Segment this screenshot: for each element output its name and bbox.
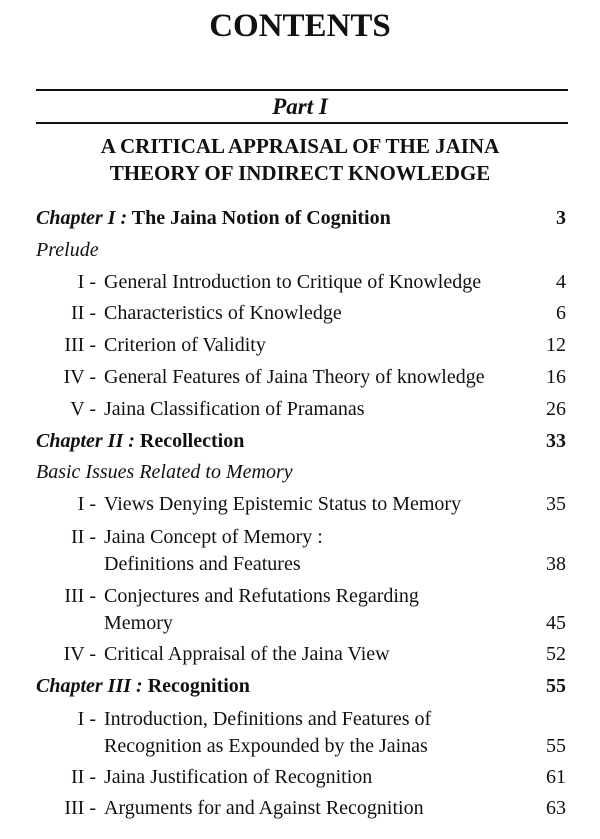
- part-label: Part I: [272, 94, 328, 119]
- chapter-subtitle: [36, 235, 566, 267]
- section-title-line: Views Denying Epistemic Status to Memory: [104, 493, 462, 516]
- section-title-line: Jaina Classification of Pramanas: [104, 397, 365, 420]
- part-heading: [0, 133, 600, 187]
- page-number: 4: [556, 270, 566, 293]
- section-title: [104, 703, 542, 762]
- section-title-line: Characteristics of Knowledge: [104, 302, 342, 325]
- chapter-label: Chapter III :: [36, 674, 143, 697]
- section-entry[interactable]: [36, 639, 566, 671]
- section-number: I -: [77, 707, 96, 730]
- divider-bottom: [36, 122, 568, 124]
- chapter-entry[interactable]: [36, 203, 566, 235]
- chapter-entry[interactable]: [36, 671, 566, 703]
- chapter-heading: [36, 426, 542, 458]
- section-title: [104, 489, 542, 521]
- page-number: 35: [546, 493, 566, 516]
- section-entry[interactable]: [36, 580, 566, 639]
- page-number: 26: [546, 397, 566, 420]
- section-number: V -: [70, 397, 96, 420]
- section-number: II -: [71, 302, 96, 325]
- subtitle-text: Prelude: [36, 238, 99, 261]
- page-number: 61: [546, 765, 566, 788]
- section-title-line: Recognition as Expounded by the Jainas: [104, 734, 428, 757]
- section-title: [104, 330, 542, 362]
- page-number: 3: [556, 207, 566, 229]
- section-title: [104, 362, 542, 394]
- page-number: 33: [546, 429, 566, 452]
- section-title: [104, 394, 542, 426]
- section-title-line: General Introduction to Critique of Knowledge: [104, 270, 482, 293]
- section-entry[interactable]: [36, 489, 566, 521]
- section-title: [104, 521, 542, 580]
- section-entry[interactable]: [36, 394, 566, 426]
- section-entry[interactable]: [36, 267, 566, 299]
- page-number: 38: [546, 552, 566, 575]
- page-number: 55: [546, 734, 566, 757]
- page-number: 63: [546, 797, 566, 820]
- chapter-title: Recollection: [139, 429, 245, 452]
- section-entry[interactable]: [36, 298, 566, 330]
- page-number: 55: [546, 674, 566, 697]
- section-title: [104, 580, 542, 639]
- section-title: [104, 793, 542, 825]
- section-title-line: Definitions and Features: [104, 552, 301, 575]
- section-title-line: General Features of Jaina Theory of knowledge: [104, 365, 485, 388]
- section-title-line: Jaina Concept of Memory :: [104, 525, 323, 548]
- section-title-line: Criterion of Validity: [104, 334, 266, 357]
- section-title: [104, 298, 542, 330]
- section-entry[interactable]: [36, 762, 566, 794]
- section-entry[interactable]: [36, 793, 566, 825]
- part-heading-line: THEORY OF INDIRECT KNOWLEDGE: [109, 161, 491, 185]
- section-title-line: Introduction, Definitions and Features of: [104, 707, 432, 730]
- chapter-label: Chapter II :: [36, 429, 135, 452]
- section-entry[interactable]: [36, 330, 566, 362]
- section-number: IV -: [63, 642, 96, 665]
- subtitle-text: Basic Issues Related to Memory: [36, 461, 293, 484]
- page-number: 52: [546, 642, 566, 665]
- section-number: IV -: [63, 365, 96, 388]
- section-title-line: Jaina Justification of Recognition: [104, 765, 373, 788]
- section-title-line: Critical Appraisal of the Jaina View: [104, 642, 390, 665]
- section-title-line: Memory: [104, 611, 173, 634]
- divider-top: [36, 89, 568, 91]
- section-number: I -: [77, 493, 96, 516]
- section-number: II -: [71, 765, 96, 788]
- page-number: 6: [556, 302, 566, 325]
- chapter-title: The Jaina Notion of Cognition: [131, 207, 391, 229]
- table-of-contents: [36, 203, 566, 825]
- chapter-subtitle: [36, 457, 566, 489]
- page-number: 16: [546, 365, 566, 388]
- chapter-entry[interactable]: [36, 426, 566, 458]
- chapter-heading: [36, 203, 542, 235]
- section-number: III -: [64, 797, 96, 820]
- section-title-line: Arguments for and Against Recognition: [104, 797, 424, 820]
- section-entry[interactable]: [36, 703, 566, 762]
- section-title-line: Conjectures and Refutations Regarding: [104, 584, 419, 607]
- section-entry[interactable]: [36, 521, 566, 580]
- page-title: CONTENTS: [209, 8, 391, 44]
- section-entry[interactable]: [36, 362, 566, 394]
- section-number: II -: [71, 525, 96, 548]
- chapter-heading: [36, 671, 542, 703]
- section-title: [104, 762, 542, 794]
- section-number: I -: [77, 270, 96, 293]
- section-title: [104, 639, 542, 671]
- chapter-label: Chapter I :: [36, 207, 128, 229]
- section-number: III -: [64, 584, 96, 607]
- page-number: 12: [546, 334, 566, 357]
- page-number: 45: [546, 611, 566, 634]
- part-heading-line: A CRITICAL APPRAISAL OF THE JAINA: [100, 134, 500, 158]
- chapter-title: Recognition: [147, 674, 250, 697]
- section-number: III -: [64, 334, 96, 357]
- section-title: [104, 267, 542, 299]
